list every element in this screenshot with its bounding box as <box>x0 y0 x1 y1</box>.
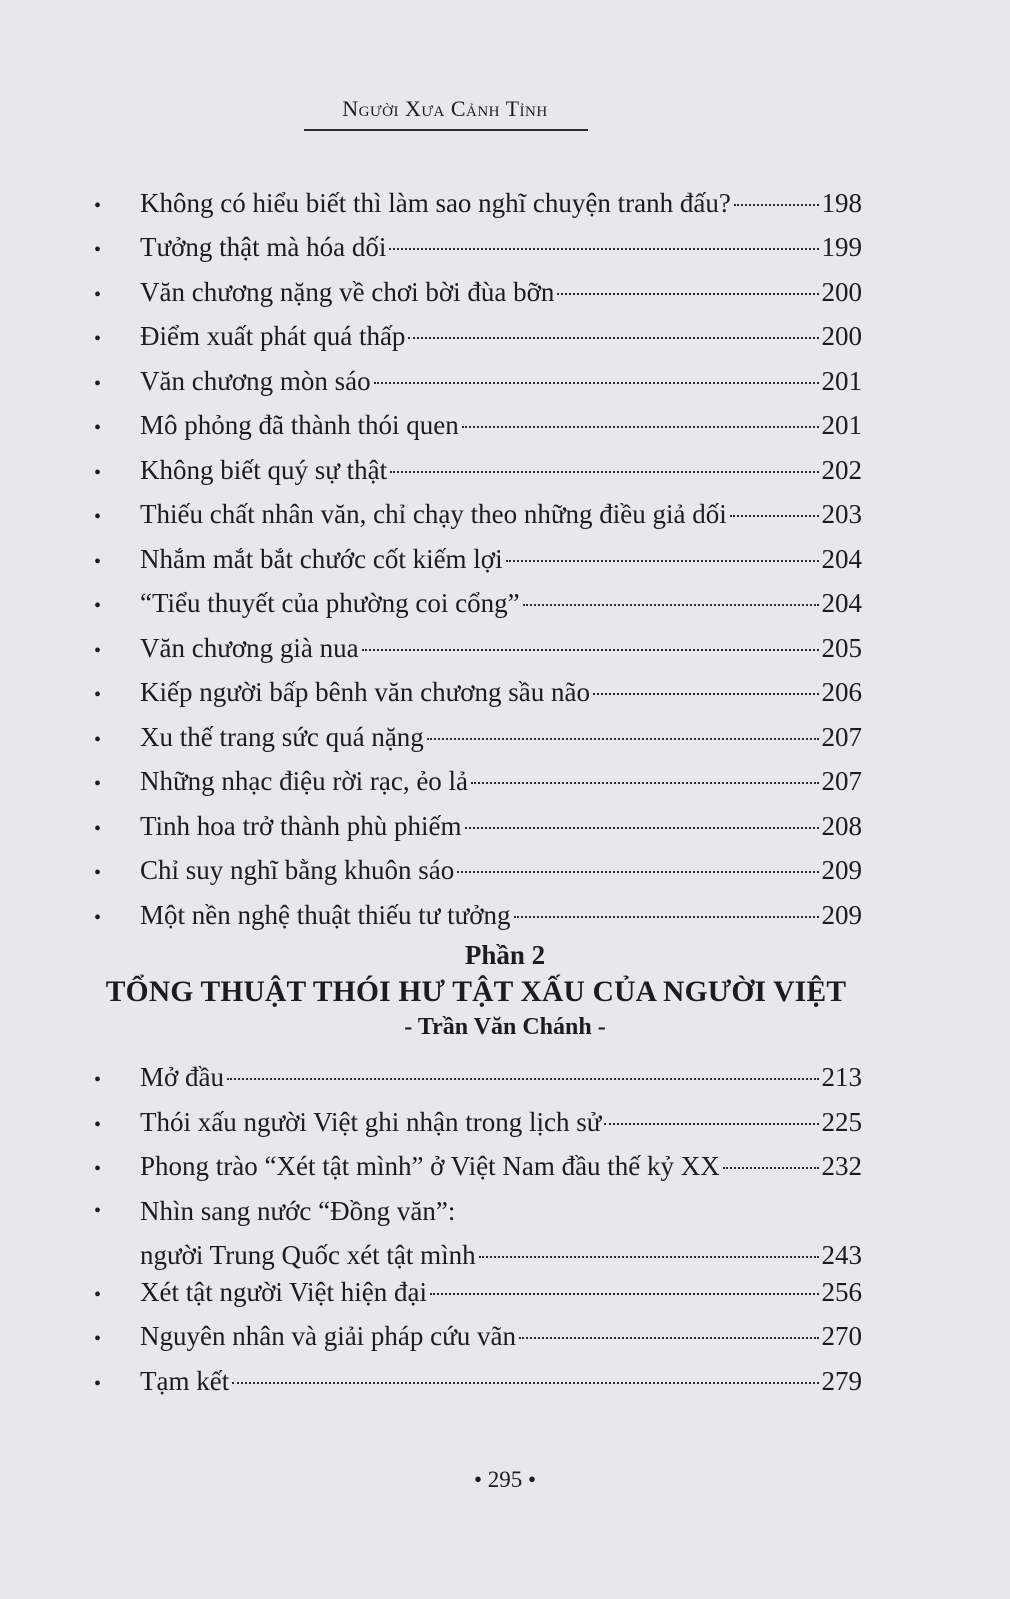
dot-leader <box>723 1167 819 1169</box>
bullet-icon: • <box>94 239 102 261</box>
toc-entry-page: 207 <box>821 722 862 752</box>
toc-entry-title: Văn chương mòn sáo <box>140 366 371 396</box>
toc-entry[interactable] <box>90 1144 862 1188</box>
bullet-icon: • <box>94 773 102 795</box>
toc-entry[interactable] <box>90 448 862 492</box>
toc-entry[interactable] <box>90 1055 862 1099</box>
bullet-icon: • <box>94 595 102 617</box>
toc-entry-title: Thói xấu người Việt ghi nhận trong lịch sử <box>140 1107 602 1137</box>
dot-leader <box>734 204 819 206</box>
bullet-icon: • <box>94 729 102 751</box>
toc-entry[interactable] <box>90 314 862 358</box>
toc-entry[interactable] <box>90 492 862 536</box>
bullet-icon: • <box>94 284 102 306</box>
toc-entry-page: 204 <box>821 588 862 618</box>
running-header: Người Xưa Cảnh Tỉnh <box>342 96 548 121</box>
toc-entry-page: 200 <box>821 321 862 351</box>
toc-entry[interactable] <box>90 581 862 625</box>
toc-entry-title: Không có hiểu biết thì làm sao nghĩ chuyện tranh đấu? <box>140 188 731 218</box>
part-title: TỔNG THUẬT THÓI HƯ TẬT XẤU CỦA NGƯỜI VIỆT <box>105 976 847 1008</box>
dot-leader <box>523 604 819 606</box>
dot-leader <box>227 1078 818 1080</box>
toc-entry-title: Mô phỏng đã thành thói quen <box>140 410 459 440</box>
bullet-icon: • <box>94 684 102 706</box>
bullet-icon: • <box>94 195 102 217</box>
toc-entry-page: 232 <box>821 1151 862 1181</box>
bullet-icon: • <box>94 1114 102 1136</box>
toc-entry-title: Nhắm mắt bắt chước cốt kiếm lợi <box>140 544 503 574</box>
toc-entry-title: Điểm xuất phát quá thấp <box>140 321 406 351</box>
dot-leader <box>408 337 818 339</box>
toc-entry[interactable] <box>90 270 862 314</box>
toc-entry[interactable] <box>90 1100 862 1144</box>
toc-entry-title: Thiếu chất nhân văn, chỉ chạy theo những điều giả dối <box>140 499 727 529</box>
dot-leader <box>593 693 819 695</box>
bullet-icon: • <box>94 907 102 929</box>
toc-entry-title: Không biết quý sự thật <box>140 455 388 485</box>
toc-entry-page: 202 <box>821 455 862 485</box>
toc-entry-title: Nguyên nhân và giải pháp cứu vãn <box>140 1321 517 1351</box>
toc-entry-title: Chỉ suy nghĩ bằng khuôn sáo <box>140 855 455 885</box>
bullet-icon: • <box>94 1200 102 1222</box>
toc-entry-page: 201 <box>821 366 862 396</box>
bullet-icon: • <box>94 640 102 662</box>
toc-entry-page: 213 <box>821 1062 862 1092</box>
toc-entry-page: 209 <box>821 900 862 930</box>
dot-leader <box>457 871 818 873</box>
dot-leader <box>465 827 819 829</box>
bullet-icon: • <box>94 551 102 573</box>
dot-leader <box>730 515 819 517</box>
dot-leader <box>479 1256 819 1258</box>
toc-entry-page: 201 <box>821 410 862 440</box>
toc-entry-page: 198 <box>821 188 862 218</box>
dot-leader <box>471 782 818 784</box>
toc-entry-page: 204 <box>821 544 862 574</box>
toc-entry-title: Tạm kết <box>140 1366 230 1396</box>
toc-entry-page: 209 <box>821 855 862 885</box>
toc-entry[interactable] <box>90 893 862 937</box>
toc-entry-page: 270 <box>821 1321 862 1351</box>
toc-entry[interactable] <box>90 715 862 759</box>
toc-entry[interactable] <box>90 626 862 670</box>
toc-entry-title: Văn chương nặng về chơi bời đùa bỡn <box>140 277 555 307</box>
toc-entry[interactable] <box>90 403 862 447</box>
toc-entry-title: Kiếp người bấp bênh văn chương sầu não <box>140 677 590 707</box>
toc-entry-title: Những nhạc điệu rời rạc, ẻo lả <box>140 766 469 796</box>
toc-entry[interactable] <box>90 537 862 581</box>
part-author: - Trần Văn Chánh - <box>404 1014 606 1040</box>
toc-entry[interactable] <box>90 1359 862 1403</box>
toc-entry-title: Phong trào “Xét tật mình” ở Việt Nam đầu thế kỷ XX <box>140 1151 720 1181</box>
toc-entry[interactable] <box>90 1314 862 1358</box>
bullet-icon: • <box>94 1328 102 1350</box>
toc-entry-page: 199 <box>821 232 862 262</box>
toc-entry-title: Xu thế trang sức quá nặng <box>140 722 424 752</box>
bullet-icon: • <box>94 1373 102 1395</box>
toc-entry-title: Xét tật người Việt hiện đại <box>140 1277 427 1307</box>
bullet-icon: • <box>94 373 102 395</box>
toc-entry-title: Một nền nghệ thuật thiếu tư tưởng <box>140 900 511 930</box>
toc-entry-title: Tinh hoa trở thành phù phiếm <box>140 811 462 841</box>
toc-entry[interactable] <box>90 181 862 225</box>
bullet-icon: • <box>94 1158 102 1180</box>
dot-leader <box>557 293 818 295</box>
dot-leader <box>390 471 818 473</box>
bullet-icon: • <box>94 328 102 350</box>
dot-leader <box>604 1123 818 1125</box>
page-number: • 295 • <box>473 1467 537 1492</box>
bullet-icon: • <box>94 462 102 484</box>
dot-leader <box>362 649 819 651</box>
toc-entry-page: 207 <box>821 766 862 796</box>
toc-entry[interactable] <box>90 1189 862 1269</box>
toc-entry-page: 206 <box>821 677 862 707</box>
dot-leader <box>514 916 819 918</box>
toc-entry[interactable] <box>90 670 862 714</box>
toc-entry-title-line2: người Trung Quốc xét tật mình <box>140 1240 476 1270</box>
bullet-icon: • <box>94 818 102 840</box>
bullet-icon: • <box>94 1284 102 1306</box>
toc-entry-title: “Tiểu thuyết của phường coi cổng” <box>140 588 520 618</box>
toc-entry-title: Mở đầu <box>140 1062 225 1092</box>
toc-entry-page: 200 <box>821 277 862 307</box>
dot-leader <box>462 426 819 428</box>
part-label: Phần 2 <box>464 940 546 970</box>
dot-leader <box>232 1382 818 1384</box>
bullet-icon: • <box>94 862 102 884</box>
toc-entry-title: Nhìn sang nước “Đồng văn”: <box>140 1196 456 1226</box>
toc-entry[interactable] <box>90 359 862 403</box>
toc-entry[interactable] <box>90 804 862 848</box>
toc-entry[interactable] <box>90 759 862 803</box>
header-rule <box>304 129 588 131</box>
toc-entry-page: 256 <box>821 1277 862 1307</box>
toc-entry-page: 208 <box>821 811 862 841</box>
toc-entry-page: 205 <box>821 633 862 663</box>
toc-entry-page: 243 <box>821 1240 862 1270</box>
dot-leader <box>389 248 818 250</box>
dot-leader <box>430 1293 819 1295</box>
toc-entry-title: Văn chương già nua <box>140 633 359 663</box>
dot-leader <box>374 382 819 384</box>
toc-entry-title: Tưởng thật mà hóa dối <box>140 232 387 262</box>
toc-entry[interactable] <box>90 225 862 269</box>
toc-entry-page: 225 <box>821 1107 862 1137</box>
toc-entry[interactable] <box>90 1270 862 1314</box>
bullet-icon: • <box>94 1069 102 1091</box>
toc-entry[interactable] <box>90 848 862 892</box>
toc-entry-multiline <box>140 1189 862 1277</box>
dot-leader <box>506 560 819 562</box>
toc-entry-page: 279 <box>821 1366 862 1396</box>
dot-leader <box>519 1337 818 1339</box>
bullet-icon: • <box>94 506 102 528</box>
dot-leader <box>427 738 819 740</box>
toc-entry-page: 203 <box>821 499 862 529</box>
bullet-icon: • <box>94 417 102 439</box>
